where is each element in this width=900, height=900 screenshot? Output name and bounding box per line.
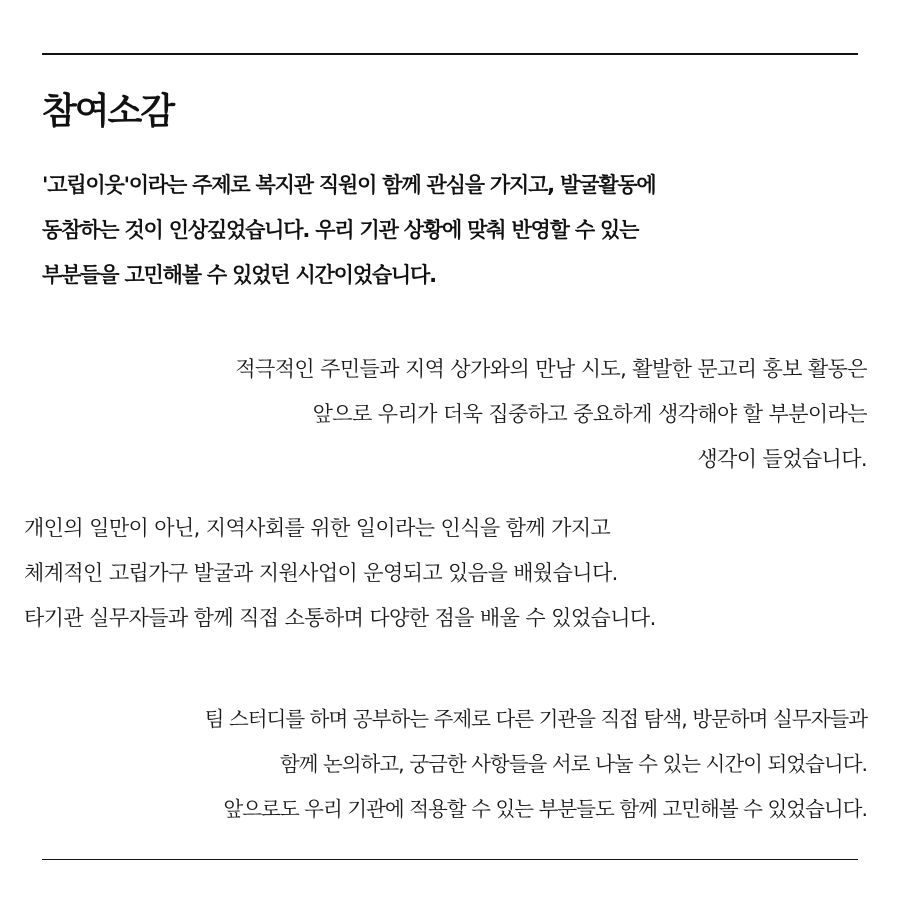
paragraph-line: 개인의 일만이 아닌, 지역사회를 위한 일이라는 인식을 함께 가지고 bbox=[24, 516, 611, 540]
bottom-divider bbox=[42, 859, 858, 860]
paragraph-line: 타기관 실무자들과 함께 직접 소통하며 다양한 점을 배울 수 있었습니다. bbox=[24, 606, 656, 630]
paragraph-2 bbox=[235, 347, 867, 482]
paragraph-line: 적극적인 주민들과 지역 상가와의 만남 시도, 활발한 문고리 홍보 활동은 bbox=[235, 357, 867, 381]
paragraph-line: 생각이 들었습니다. bbox=[697, 447, 867, 471]
paragraph-line: 앞으로 우리가 더욱 집중하고 중요하게 생각해야 할 부분이라는 bbox=[312, 402, 867, 426]
paragraph-4 bbox=[205, 697, 867, 832]
paragraph-line: 함께 논의하고, 궁금한 사항들을 서로 나눌 수 있는 시간이 되었습니다. bbox=[279, 752, 867, 776]
paragraph-line: '고립이웃'이라는 주제로 복지관 직원이 함께 관심을 가지고, 발굴활동에 bbox=[42, 173, 656, 197]
paragraph-line: 앞으로도 우리 기관에 적용할 수 있는 부분들도 함께 고민해볼 수 있었습니다. bbox=[223, 797, 867, 821]
page-title: 참여소감 bbox=[42, 91, 174, 132]
paragraph-1 bbox=[42, 163, 656, 298]
paragraph-3 bbox=[24, 506, 656, 641]
top-divider bbox=[42, 53, 858, 55]
paragraph-line: 팀 스터디를 하며 공부하는 주제로 다른 기관을 직접 탐색, 방문하며 실무자들과 bbox=[204, 707, 867, 731]
paragraph-line: 부분들을 고민해볼 수 있었던 시간이었습니다. bbox=[42, 263, 436, 287]
paragraph-line: 동참하는 것이 인상깊었습니다. 우리 기관 상황에 맞춰 반영할 수 있는 bbox=[42, 218, 639, 242]
paragraph-line: 체계적인 고립가구 발굴과 지원사업이 운영되고 있음을 배웠습니다. bbox=[24, 561, 618, 585]
